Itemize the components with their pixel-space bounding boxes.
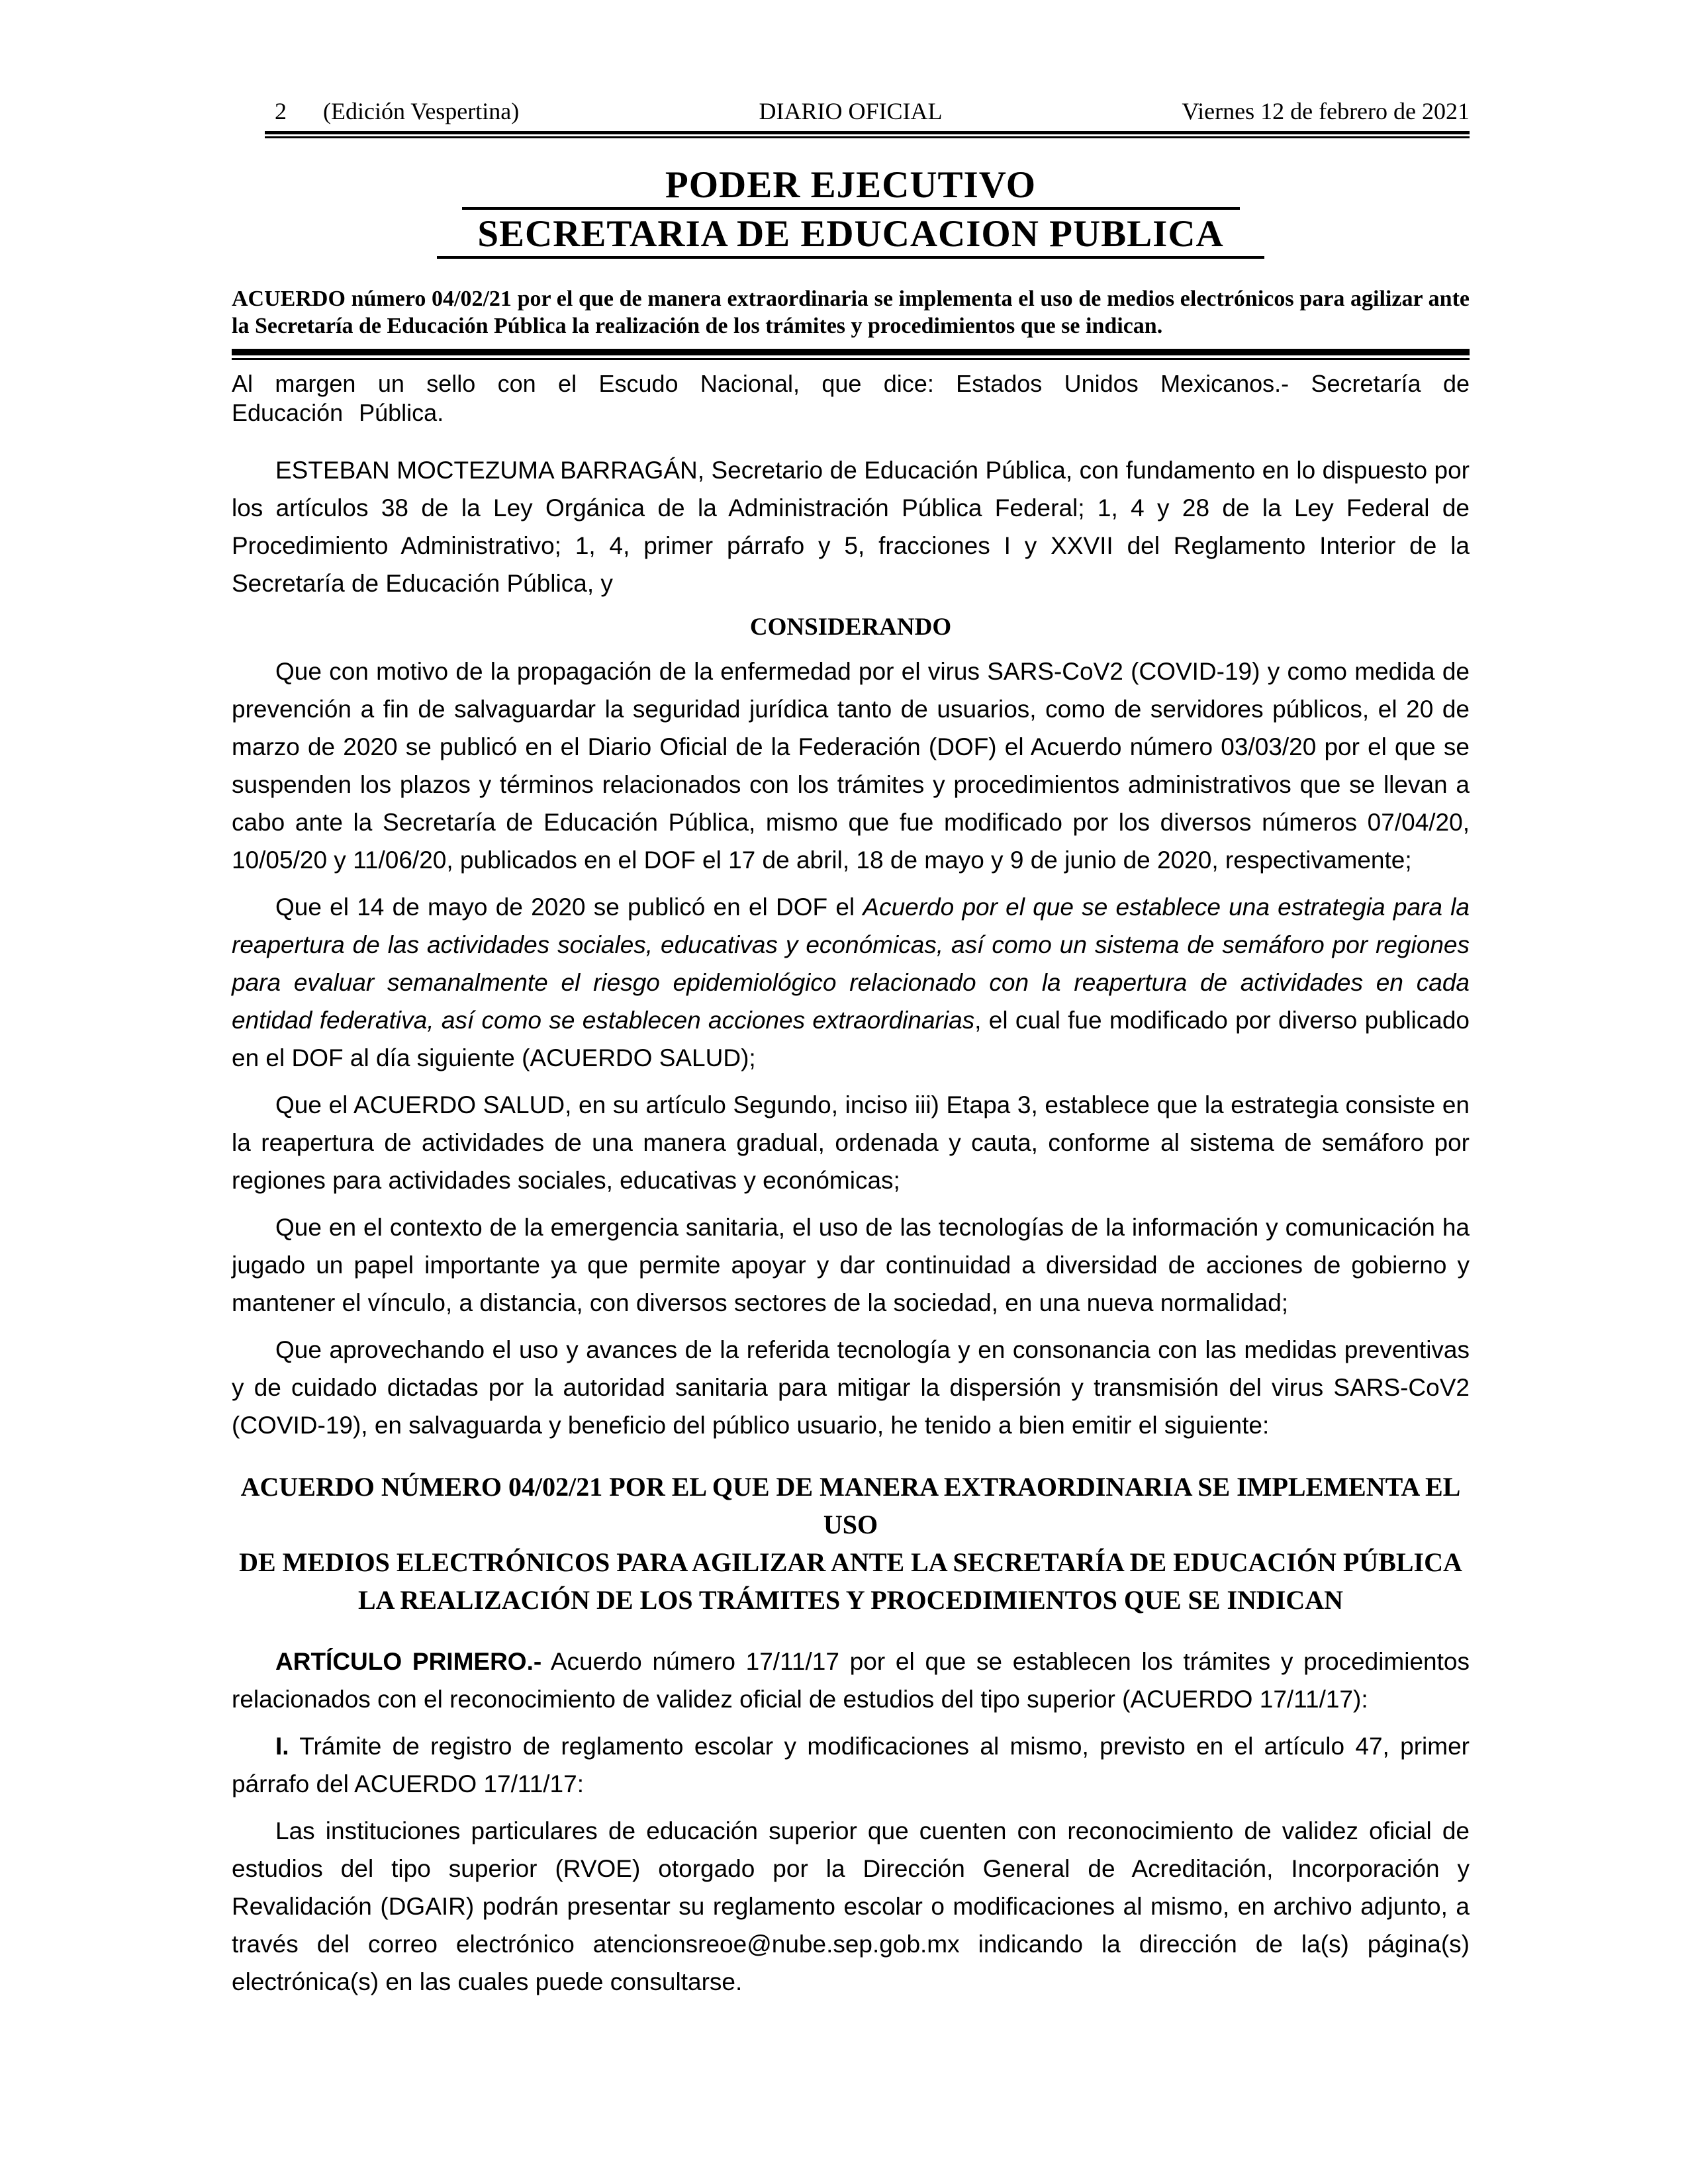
recital-2-cited-title: Acuerdo por el que se establece una estrategia para la reapertura de las actividades sociales, educativas y económicas, así como un sistema de semáforo por regiones para evaluar semanalmente el riesgo epidemiológico relacionado con la reapertura de actividades en cada entidad federativa, así como se establecen acciones extraordinarias xyxy=(232,893,1470,1034)
section-title-secretaria-educacion: SECRETARIA DE EDUCACION PUBLICA xyxy=(477,213,1224,255)
recital-4: Que en el contexto de la emergencia sanitaria, el uso de las tecnologías de la información y comunicación ha jugado un papel importante ya que permite apoyar y dar continuidad a diversidad de acciones de gobierno y mantener el vínculo, a distancia, con diversos sectores de la sociedad, en una nueva normalidad; xyxy=(232,1214,1470,1316)
header-double-rule xyxy=(265,131,1470,138)
preamble-paragraph: ESTEBAN MOCTEZUMA BARRAGÁN, Secretario de Educación Pública, con fundamento en lo dispuesto por los artículos 38 de la Ley Orgánica de la Administración Pública Federal; 1, 4 y 28 de la Ley Federal de Procedimiento Administrativo; 1, 4, primer párrafo y 5, fracciones I y XXVII del Reglamento Interior de la Secretaría de Educación Pública, y xyxy=(232,457,1470,597)
instructions-paragraph xyxy=(232,1812,1470,2001)
rule-bar xyxy=(232,349,1470,355)
recital-3: Que el ACUERDO SALUD, en su artículo Segundo, inciso iii) Etapa 3, establece que la estrategia consiste en la reapertura de actividades de una manera gradual, ordenada y cauta, conforme al sistema de semáforo por regiones para actividades sociales, educativas y económicas; xyxy=(232,1091,1470,1194)
fraction-i-paragraph xyxy=(232,1727,1470,1803)
recital-2-lead: Que el 14 de mayo de 2020 se publicó en el DOF el xyxy=(275,893,863,921)
page-header xyxy=(232,98,1470,124)
page-header-left xyxy=(275,98,519,124)
recital-2-tail: , el cual fue modificado por diverso publicado en el DOF al día siguiente (ACUERDO SALUD); xyxy=(232,1007,1470,1071)
article-first-label: ARTÍCULO PRIMERO.- xyxy=(275,1648,542,1675)
rule-bar xyxy=(265,136,1470,138)
considerando-heading: CONSIDERANDO xyxy=(749,614,952,641)
rule-bar xyxy=(265,131,1470,134)
recital-1: Que con motivo de la propagación de la enfermedad por el virus SARS-CoV2 (COVID-19) y como medida de prevención a fin de salvaguardar la seguridad jurídica tanto de usuarios, como de servidores públicos, el 20 de marzo de 2020 se publicó en el Diario Oficial de la Federación (DOF) el Acuerdo número 03/03/20 por el que se suspenden los plazos y términos relacionados con los trámites y procedimientos administrativos que se llevan a cabo ante la Secretaría de Educación Pública, mismo que fue modificado por los diversos números 07/04/20, 10/05/20 y 11/06/20, publicados en el DOF el 17 de abril, 18 de mayo y 9 de junio de 2020, respectivamente; xyxy=(232,658,1470,874)
poder-ejecutivo-underline xyxy=(462,207,1240,210)
fraction-i-label: I. xyxy=(275,1733,289,1760)
issue-date: Viernes 12 de febrero de 2021 xyxy=(1182,98,1470,124)
separator-double-rule xyxy=(232,349,1470,360)
article-first-paragraph xyxy=(232,1643,1470,1718)
recital-5: Que aprovechando el uso y avances de la referida tecnología y en consonancia con las medidas preventivas y de cuidado dictadas por la autoridad sanitaria para mitigar la dispersión y transmisión del virus SARS-CoV2 (COVID-19), en salvaguarda y beneficio del público usuario, he tenido a bien emitir el siguiente: xyxy=(232,1336,1470,1439)
email-address: atencionsreoe@nube.sep.gob.mx xyxy=(592,1931,960,1958)
decree-title-line-2: DE MEDIOS ELECTRÓNICOS PARA AGILIZAR ANTE LA SECRETARÍA DE EDUCACIÓN PÚBLICA xyxy=(239,1547,1462,1577)
margin-seal-note: Al margen un sello con el Escudo Nacional, que dice: Estados Unidos Mexicanos.- Secretaría de Educación Pública. xyxy=(232,370,1470,426)
instructions-lead: Las instituciones particulares de educación superior que cuenten con reconocimiento de validez oficial de estudios del tipo superior (RVOE) otorgado por la Dirección General de Acreditación, Incorporación y Revalidación (DGAIR) podrán presentar su reglamento escolar o modificaciones al mismo, en archivo adjunto, a través del correo electrónico xyxy=(232,1817,1470,1958)
secretaria-underline xyxy=(437,256,1264,259)
fraction-i-text: Trámite de registro de reglamento escolar y modificaciones al mismo, previsto en el artículo 47, primer párrafo del ACUERDO 17/11/17: xyxy=(232,1733,1470,1797)
publication-name: DIARIO OFICIAL xyxy=(759,98,943,124)
decree-summary: ACUERDO número 04/02/21 por el que de manera extraordinaria se implementa el uso de medios electrónicos para agilizar ante la Secretaría de Educación Pública la realización de los trámites y procedimientos que se indican. xyxy=(232,287,1470,338)
page-number: 2 xyxy=(275,98,287,124)
section-title-poder-ejecutivo: PODER EJECUTIVO xyxy=(665,164,1037,206)
decree-title-heading xyxy=(232,1468,1470,1619)
rule-bar xyxy=(232,358,1470,360)
recital-2 xyxy=(232,888,1470,1077)
decree-title-line-1: ACUERDO NÚMERO 04/02/21 POR EL QUE DE MANERA EXTRAORDINARIA SE IMPLEMENTA EL USO xyxy=(240,1472,1461,1539)
edition-label: (Edición Vespertina) xyxy=(323,98,520,124)
article-first-text: Acuerdo número 17/11/17 por el que se establecen los trámites y procedimientos relacionados con el reconocimiento de validez oficial de estudios del tipo superior (ACUERDO 17/11/17): xyxy=(232,1648,1470,1713)
instructions-tail: indicando la dirección de la(s) página(s) electrónica(s) en las cuales puede consultarse. xyxy=(232,1931,1470,1995)
decree-title-line-3: LA REALIZACIÓN DE LOS TRÁMITES Y PROCEDIMIENTOS QUE SE INDICAN xyxy=(357,1585,1344,1615)
